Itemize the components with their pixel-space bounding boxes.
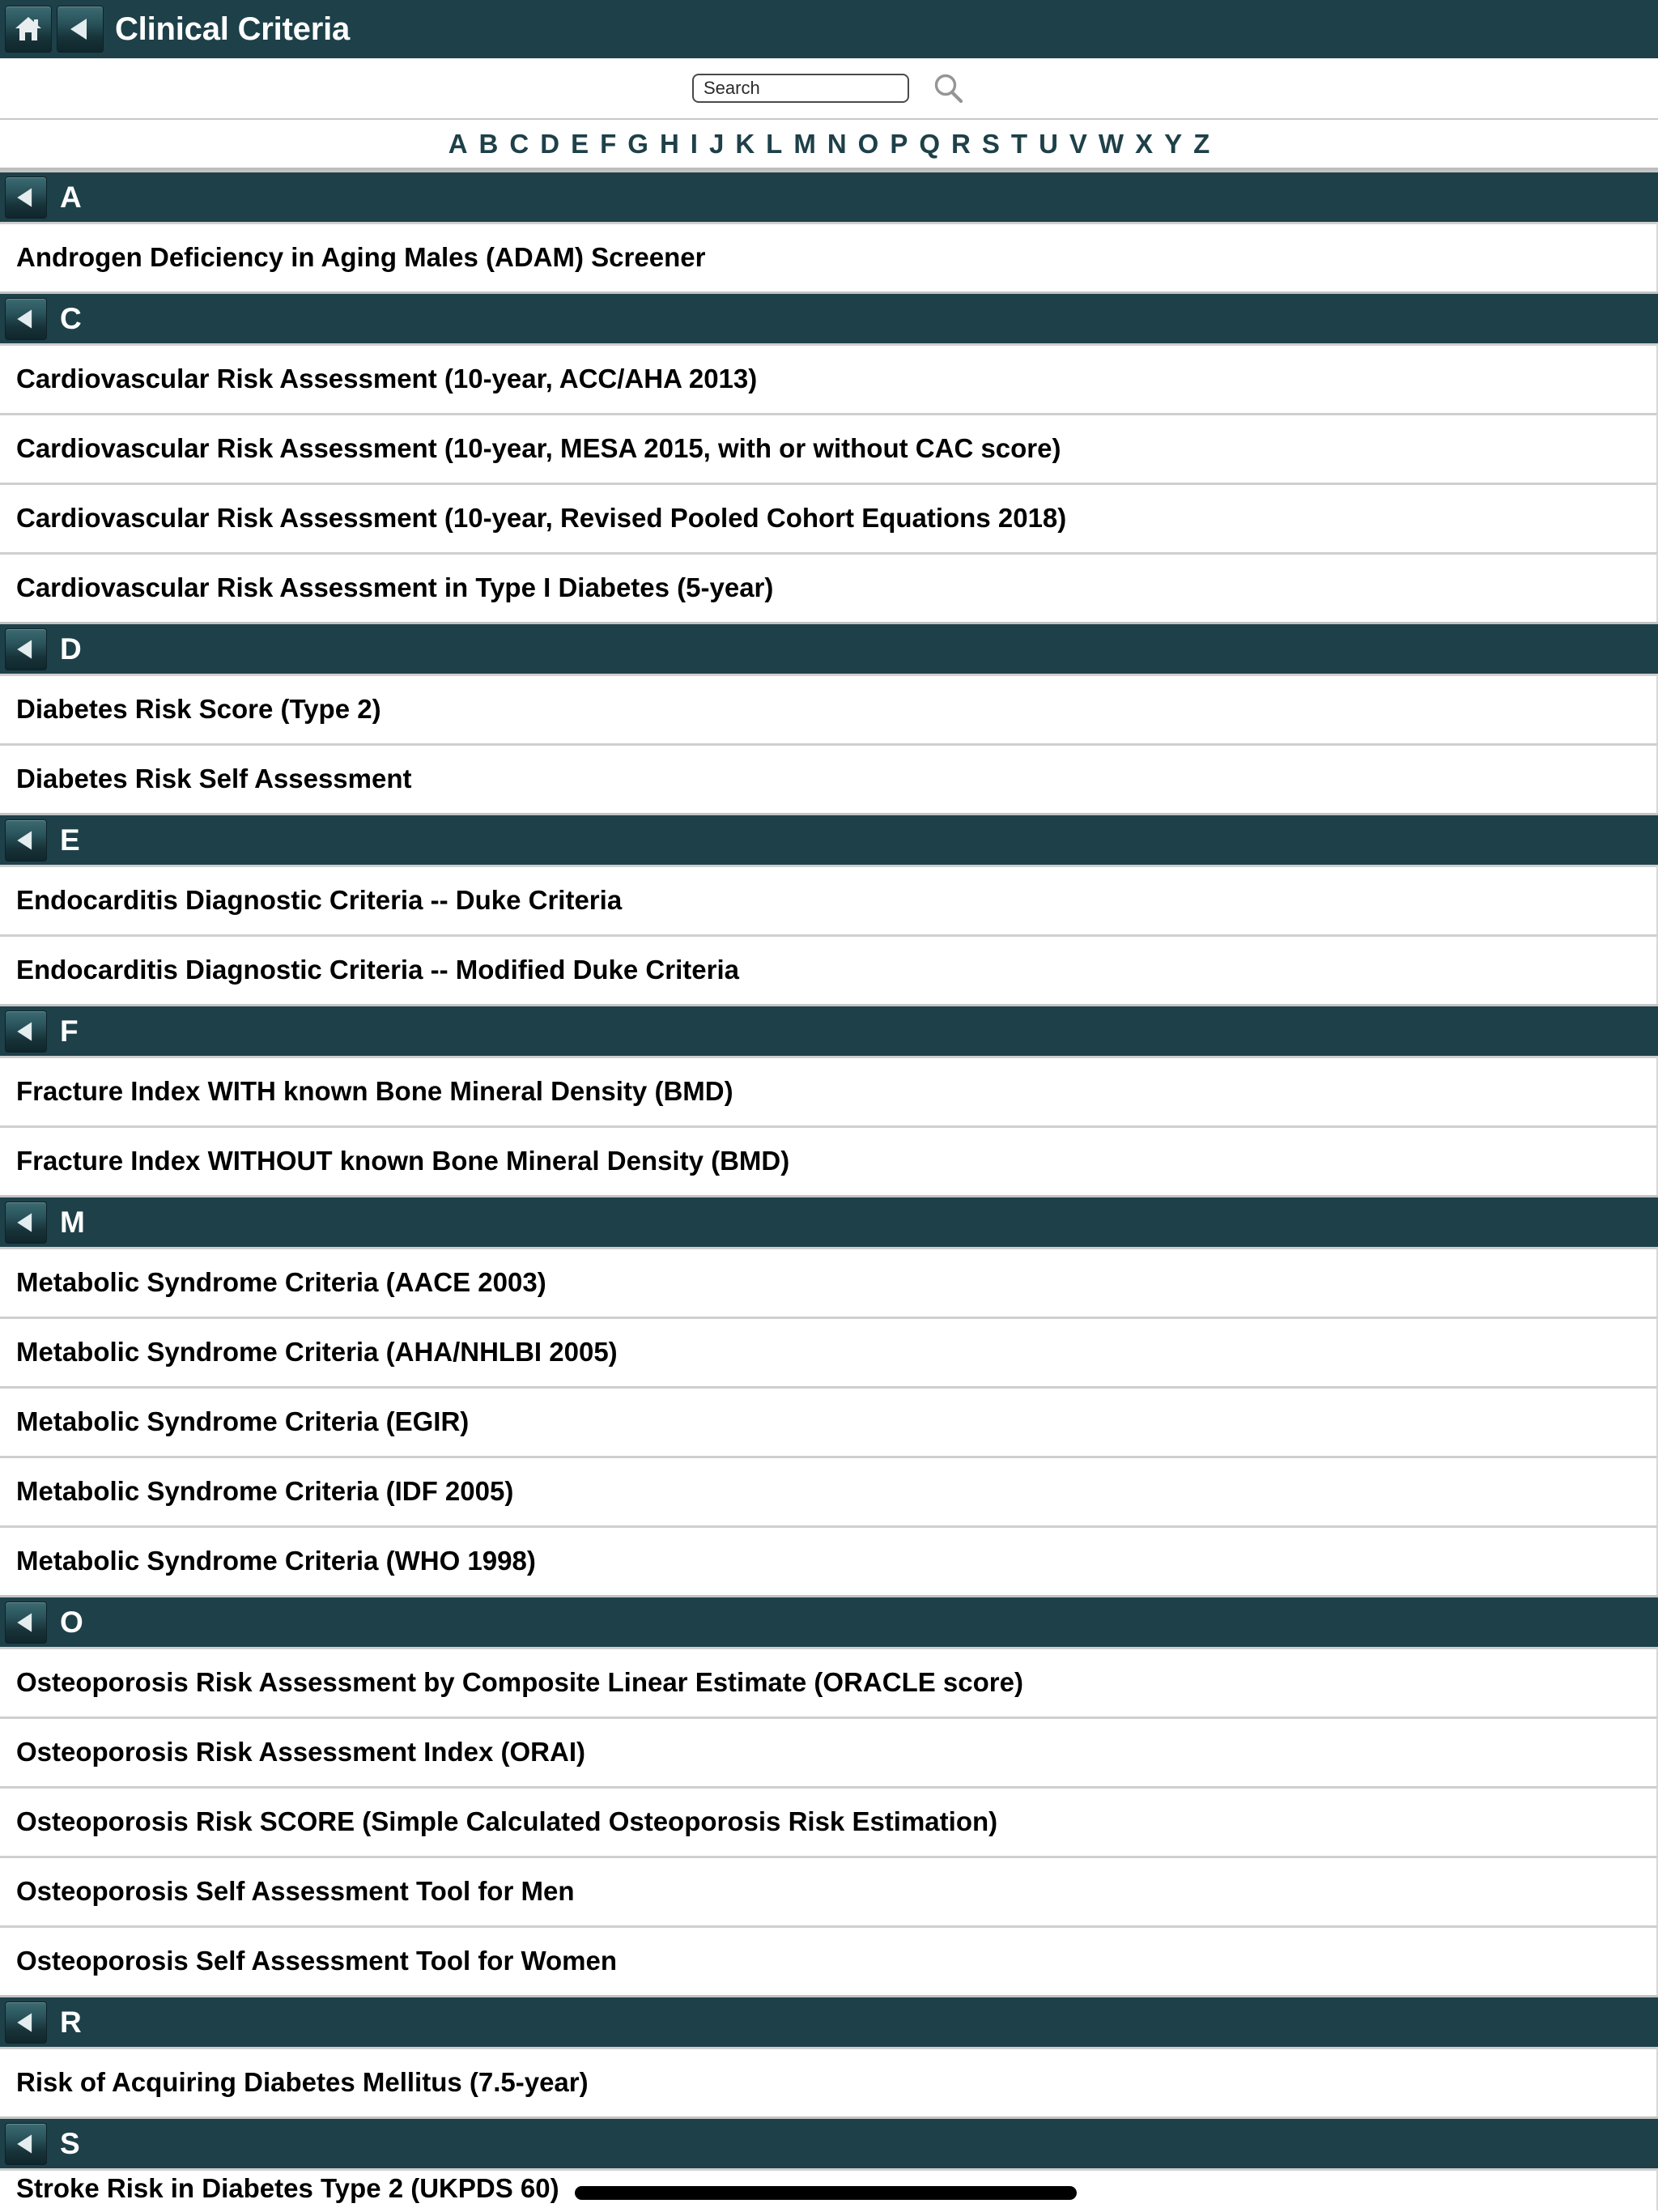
list-item[interactable] (0, 674, 1658, 743)
back-arrow-icon[interactable] (5, 177, 47, 219)
alpha-link-L[interactable]: L (766, 129, 783, 159)
alpha-link-T[interactable]: T (1010, 129, 1028, 159)
alpha-link-K[interactable]: K (735, 129, 755, 159)
alpha-link-Z[interactable]: Z (1193, 129, 1210, 159)
back-arrow-icon[interactable] (5, 628, 47, 670)
section-letter-label: A (60, 181, 82, 214)
list-item-label: Metabolic Syndrome Criteria (AHA/NHLBI 2005) (16, 1337, 618, 1368)
list-item[interactable] (0, 1386, 1658, 1456)
list-item[interactable] (0, 343, 1658, 413)
alpha-link-Q[interactable]: Q (919, 129, 941, 159)
list-item[interactable] (0, 1125, 1658, 1195)
section-header-O[interactable] (0, 1595, 1658, 1647)
alpha-link-J[interactable]: J (708, 129, 725, 159)
section-letter-label: C (60, 302, 82, 335)
section-header-F[interactable] (0, 1004, 1658, 1056)
section-header-R[interactable] (0, 1995, 1658, 2047)
home-icon[interactable] (5, 6, 52, 53)
list-item-label: Metabolic Syndrome Criteria (IDF 2005) (16, 1476, 514, 1507)
alpha-link-X[interactable]: X (1135, 129, 1154, 159)
section-header-D[interactable] (0, 622, 1658, 674)
list-item[interactable] (0, 1716, 1658, 1786)
list-item-label: Fracture Index WITH known Bone Mineral Density (BMD) (16, 1076, 733, 1107)
back-arrow-icon[interactable] (5, 2123, 47, 2165)
list-item-label: Risk of Acquiring Diabetes Mellitus (7.5-year) (16, 2067, 589, 2098)
back-arrow-icon[interactable] (57, 6, 104, 53)
list-item[interactable] (0, 1647, 1658, 1716)
list-item-label: Fracture Index WITHOUT known Bone Mineral Density (BMD) (16, 1146, 790, 1176)
list-item[interactable] (0, 2047, 1658, 2116)
alpha-link-O[interactable]: O (857, 129, 879, 159)
list-item-label: Endocarditis Diagnostic Criteria -- Modified Duke Criteria (16, 955, 739, 985)
back-arrow-icon[interactable] (5, 298, 47, 340)
list-item-label: Stroke Risk in Diabetes Type 2 (UKPDS 60) (16, 2173, 559, 2203)
list-item-label: Diabetes Risk Score (Type 2) (16, 694, 381, 725)
list-item-label: Osteoporosis Risk SCORE (Simple Calculated Osteoporosis Risk Estimation) (16, 1806, 998, 1837)
list-item-label: Osteoporosis Self Assessment Tool for Men (16, 1876, 575, 1907)
alpha-link-M[interactable]: M (793, 129, 816, 159)
alpha-link-R[interactable]: R (951, 129, 971, 159)
alpha-link-C[interactable]: C (509, 129, 529, 159)
list-item-label: Cardiovascular Risk Assessment in Type I Diabetes (5-year) (16, 572, 774, 603)
list-item-label: Metabolic Syndrome Criteria (WHO 1998) (16, 1546, 536, 1576)
list-item-label: Osteoporosis Self Assessment Tool for Women (16, 1946, 618, 1976)
alpha-link-I[interactable]: I (690, 129, 698, 159)
list-item[interactable] (0, 413, 1658, 483)
list-item[interactable] (0, 552, 1658, 622)
alpha-link-A[interactable]: A (448, 129, 468, 159)
list-item[interactable] (0, 483, 1658, 552)
list-item[interactable] (0, 1786, 1658, 1856)
search-icon[interactable] (930, 70, 966, 106)
back-arrow-icon[interactable] (5, 819, 47, 861)
section-letter-label: E (60, 823, 80, 857)
alpha-link-B[interactable]: B (478, 129, 499, 159)
section-header-M[interactable] (0, 1195, 1658, 1247)
list-item-label: Osteoporosis Risk Assessment Index (ORAI) (16, 1737, 585, 1767)
section-letter-label: D (60, 632, 82, 666)
list-item[interactable] (0, 1247, 1658, 1317)
list-item[interactable] (0, 1856, 1658, 1925)
list-item[interactable] (0, 934, 1658, 1004)
list-item[interactable] (0, 743, 1658, 813)
alpha-link-H[interactable]: H (659, 129, 679, 159)
search-bar (0, 58, 1658, 120)
horizontal-scrollbar[interactable] (575, 2186, 1077, 2200)
list-item[interactable] (0, 1456, 1658, 1525)
back-arrow-icon[interactable] (5, 1202, 47, 1244)
list-item[interactable] (0, 865, 1658, 934)
alpha-link-Y[interactable]: Y (1164, 129, 1183, 159)
alpha-link-N[interactable]: N (827, 129, 847, 159)
alpha-link-E[interactable]: E (571, 129, 589, 159)
section-letter-label: O (60, 1606, 83, 1639)
section-letter-label: R (60, 2006, 82, 2039)
back-arrow-icon[interactable] (5, 1010, 47, 1053)
back-arrow-icon[interactable] (5, 1602, 47, 1644)
list-item-label: Metabolic Syndrome Criteria (AACE 2003) (16, 1267, 546, 1298)
section-header-A[interactable] (0, 170, 1658, 222)
alpha-link-P[interactable]: P (890, 129, 908, 159)
section-header-C[interactable] (0, 291, 1658, 343)
list-item[interactable] (0, 1525, 1658, 1595)
search-input[interactable] (692, 74, 909, 103)
list-item-label: Cardiovascular Risk Assessment (10-year, Revised Pooled Cohort Equations 2018) (16, 503, 1067, 534)
list-item-label: Osteoporosis Risk Assessment by Composite Linear Estimate (ORACLE score) (16, 1667, 1023, 1698)
back-arrow-icon[interactable] (5, 2001, 47, 2044)
section-letter-label: M (60, 1206, 85, 1239)
section-header-S[interactable] (0, 2116, 1658, 2168)
section-header-E[interactable] (0, 813, 1658, 865)
titlebar (0, 0, 1658, 58)
alphabet-index (0, 120, 1658, 170)
list-item-label: Cardiovascular Risk Assessment (10-year, ACC/AHA 2013) (16, 364, 758, 394)
alpha-link-D[interactable]: D (540, 129, 560, 159)
section-letter-label: F (60, 1015, 79, 1048)
page-title: Clinical Criteria (115, 11, 351, 47)
list-item-label: Metabolic Syndrome Criteria (EGIR) (16, 1406, 470, 1437)
alpha-link-V[interactable]: V (1069, 129, 1087, 159)
alpha-link-F[interactable]: F (600, 129, 617, 159)
alpha-link-U[interactable]: U (1039, 129, 1058, 159)
list-item-label: Endocarditis Diagnostic Criteria -- Duke Criteria (16, 885, 623, 916)
list-item-label: Diabetes Risk Self Assessment (16, 764, 412, 794)
alpha-link-G[interactable]: G (627, 129, 648, 159)
list-item[interactable] (0, 1925, 1658, 1995)
list-item[interactable] (0, 222, 1658, 291)
list-item-label: Cardiovascular Risk Assessment (10-year, MESA 2015, with or without CAC score) (16, 433, 1061, 464)
list-item-label: Androgen Deficiency in Aging Males (ADAM) Screener (16, 242, 706, 273)
alpha-link-S[interactable]: S (981, 129, 1000, 159)
section-letter-label: S (60, 2127, 80, 2160)
criteria-list (0, 170, 1658, 2210)
list-item[interactable] (0, 1317, 1658, 1386)
alpha-link-W[interactable]: W (1098, 129, 1124, 159)
list-item[interactable] (0, 1056, 1658, 1125)
